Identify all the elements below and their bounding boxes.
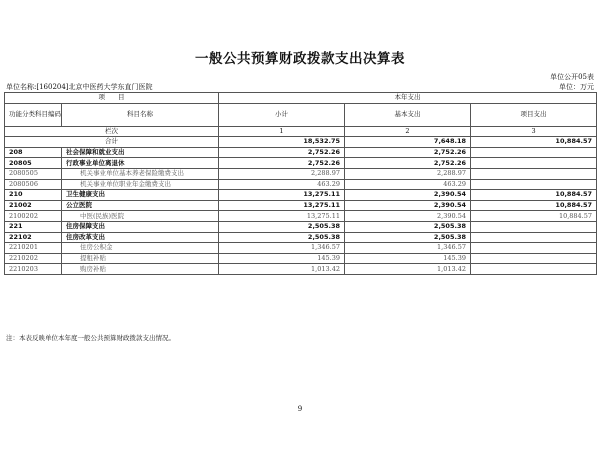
table-row xyxy=(5,190,597,201)
row-project xyxy=(471,147,597,158)
row-subtotal: 13,275.11 xyxy=(219,211,345,222)
row-project xyxy=(471,168,597,179)
table-row xyxy=(5,168,597,179)
row-name: 机关事业单位基本养老保险缴费支出 xyxy=(62,168,219,179)
row-subtotal: 1,013.42 xyxy=(219,264,345,275)
row-basic: 463.29 xyxy=(345,179,471,190)
row-code: 2210203 xyxy=(5,264,62,275)
row-name: 公立医院 xyxy=(62,200,219,211)
header-code: 功能分类科目编码 xyxy=(5,103,62,126)
header-basic: 基本支出 xyxy=(345,103,471,126)
col-number-3: 3 xyxy=(471,126,597,137)
table-row xyxy=(5,264,597,275)
row-subtotal: 13,275.11 xyxy=(219,200,345,211)
table-row xyxy=(5,211,597,222)
table-row xyxy=(5,179,597,190)
header-project-exp: 项目支出 xyxy=(471,103,597,126)
row-name: 住房改革支出 xyxy=(62,232,219,243)
row-subtotal: 145.39 xyxy=(219,253,345,264)
row-project xyxy=(471,158,597,169)
row-code: 2100202 xyxy=(5,211,62,222)
row-code: 221 xyxy=(5,221,62,232)
header-name: 科目名称 xyxy=(62,103,219,126)
row-subtotal: 13,275.11 xyxy=(219,190,345,201)
total-row xyxy=(5,137,597,148)
row-code: 2210202 xyxy=(5,253,62,264)
row-subtotal: 2,288.97 xyxy=(219,168,345,179)
row-subtotal: 2,752.26 xyxy=(219,147,345,158)
expenditure-table xyxy=(4,92,597,275)
table-row xyxy=(5,221,597,232)
row-code: 208 xyxy=(5,147,62,158)
row-basic: 2,505.38 xyxy=(345,232,471,243)
table-row xyxy=(5,147,597,158)
header-current-year: 本年支出 xyxy=(219,93,597,104)
footnote: 注：本表反映单位本年度一般公共预算财政拨款支出情况。 xyxy=(6,334,175,342)
row-basic: 1,013.42 xyxy=(345,264,471,275)
row-name: 行政事业单位离退休 xyxy=(62,158,219,169)
table-row xyxy=(5,158,597,169)
table-row xyxy=(5,200,597,211)
row-name: 提租补贴 xyxy=(62,253,219,264)
total-subtotal: 18,532.75 xyxy=(219,137,345,148)
unit-name: 单位名称:[160204]北京中医药大学东直门医院 xyxy=(6,83,153,91)
row-project: 10,884.57 xyxy=(471,200,597,211)
page-title: 一般公共预算财政拨款支出决算表 xyxy=(195,51,405,67)
row-basic: 2,752.26 xyxy=(345,158,471,169)
row-project xyxy=(471,264,597,275)
row-code: 21002 xyxy=(5,200,62,211)
currency-unit: 单位：万元 xyxy=(559,83,594,91)
total-label: 合计 xyxy=(5,137,219,148)
row-subtotal: 2,505.38 xyxy=(219,232,345,243)
row-code: 20805 xyxy=(5,158,62,169)
row-subtotal: 463.29 xyxy=(219,179,345,190)
row-subtotal: 2,505.38 xyxy=(219,221,345,232)
row-basic: 2,390.54 xyxy=(345,190,471,201)
row-name: 住房公积金 xyxy=(62,243,219,254)
header-subtotal: 小计 xyxy=(219,103,345,126)
col-number-2: 2 xyxy=(345,126,471,137)
row-name: 社会保障和就业支出 xyxy=(62,147,219,158)
row-no-label: 栏次 xyxy=(5,126,219,137)
header-row-2 xyxy=(5,103,597,126)
row-code: 2080505 xyxy=(5,168,62,179)
row-project xyxy=(471,253,597,264)
row-numbers xyxy=(5,126,597,137)
table-row xyxy=(5,243,597,254)
form-number: 单位公开05表 xyxy=(550,73,594,81)
row-code: 210 xyxy=(5,190,62,201)
total-project: 10,884.57 xyxy=(471,137,597,148)
row-basic: 1,346.57 xyxy=(345,243,471,254)
row-name: 机关事业单位职业年金缴费支出 xyxy=(62,179,219,190)
row-basic: 2,288.97 xyxy=(345,168,471,179)
table-row xyxy=(5,232,597,243)
row-project xyxy=(471,232,597,243)
row-basic: 2,505.38 xyxy=(345,221,471,232)
row-code: 22102 xyxy=(5,232,62,243)
row-basic: 2,752.26 xyxy=(345,147,471,158)
row-code: 2210201 xyxy=(5,243,62,254)
page-number: 9 xyxy=(297,405,303,413)
row-code: 2080506 xyxy=(5,179,62,190)
row-project xyxy=(471,243,597,254)
table-row xyxy=(5,253,597,264)
header-row-1 xyxy=(5,93,597,104)
row-subtotal: 2,752.26 xyxy=(219,158,345,169)
row-subtotal: 1,346.57 xyxy=(219,243,345,254)
row-basic: 2,390.54 xyxy=(345,211,471,222)
row-project xyxy=(471,221,597,232)
row-name: 中医(民族)医院 xyxy=(62,211,219,222)
row-project: 10,884.57 xyxy=(471,211,597,222)
row-name: 购房补贴 xyxy=(62,264,219,275)
total-basic: 7,648.18 xyxy=(345,137,471,148)
header-project: 项 目 xyxy=(5,93,219,104)
row-basic: 2,390.54 xyxy=(345,200,471,211)
row-name: 卫生健康支出 xyxy=(62,190,219,201)
row-name: 住房保障支出 xyxy=(62,221,219,232)
row-project: 10,884.57 xyxy=(471,190,597,201)
col-number-1: 1 xyxy=(219,126,345,137)
row-basic: 145.39 xyxy=(345,253,471,264)
row-project xyxy=(471,179,597,190)
